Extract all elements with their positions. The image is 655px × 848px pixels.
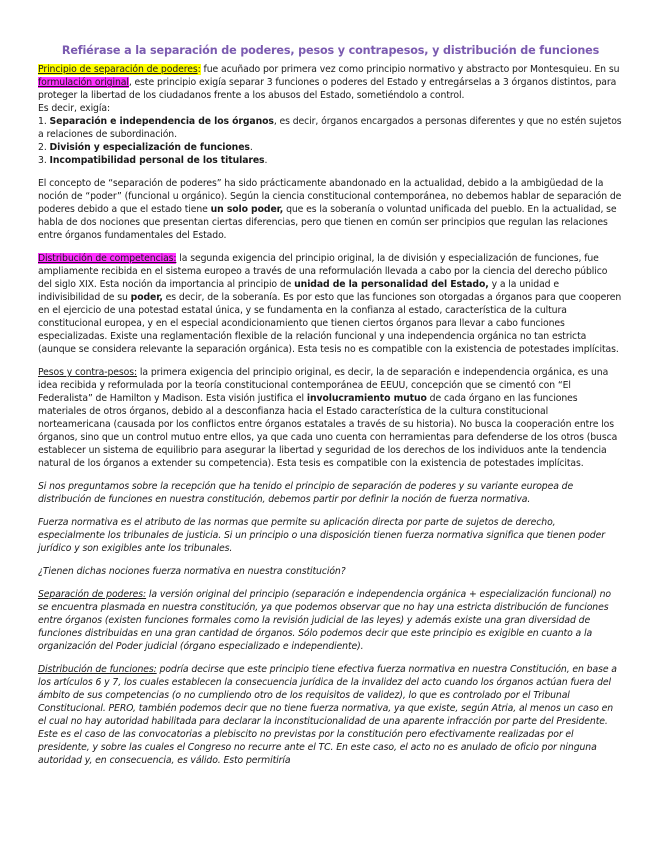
list-number: 2. [38,142,50,153]
highlight-formulacion-original: formulación original [38,77,129,88]
label-distribucion-competencias: Distribución de competencias: [38,253,177,264]
label-colon: : [197,64,201,75]
paragraph-separacion-poderes [38,63,623,102]
label-pesos-contrapesos: Pesos y contra-pesos: [38,367,138,378]
bold-unidad-personalidad: unidad de la personalidad del Estado, [294,279,489,290]
paragraph-pesos-contrapesos [38,366,623,470]
list-number: 3. [38,155,50,166]
list-item [38,154,623,167]
paragraph-es-decir: Es decir, exigía: [38,103,110,114]
paragraph-pregunta: ¿Tienen dichas nociones fuerza normativa en nuestra constitución? [38,566,346,577]
document-page [38,0,623,767]
text-segment: y a la unidad e indivisibilidad de su [38,279,559,303]
list-number: 1. [38,116,50,127]
text-segment: fue acuñado por primera vez como principio normativo y abstracto por Montesquieu. En su [200,64,620,75]
text-segment: que es la soberanía o voluntad unificada del pueblo. En la actualidad, se habla de dos nociones que presentan ciertas diferencias, pero que tienen en común ser principios que regulan las relaciones entre órganos fundamentales del Estado. [38,204,617,241]
list-bold: División y especialización de funciones [49,142,250,153]
bold-poder: poder, [130,292,163,303]
text-segment: El concepto de “separación de poderes” ha sido prácticamente abandonado en la actualidad, debido a la ambigüedad de la noción de “poder” (funcional u orgánico). Según la ciencia constitucional contemporánea, no debemos hablar de separación de poderes debido a que el estado tiene [38,178,622,215]
list-rest: . [264,155,268,166]
label-principio-separacion: Principio de separación de poderes [38,64,198,75]
bold-un-solo-poder: un solo poder, [210,204,284,215]
text-segment: es decir, de la soberanía. Es por esto que las funciones son otorgadas a órganos para que cooperen en el ejercicio de una potestad estatal única, y se fundamenta en la confianza al estado, característica de la cultura constitucional europea, y en el especial acondicionamiento que tienen ciertos órganos para llevar a cabo funciones especializadas. Existe una reglamentación flexible de la relación funcional y una independencia orgánica no tan estricta (aunque se considera relevante la separación orgánica). Esta tesis no es compatible con la existencia de potestades implícitas. [38,292,622,355]
list-item [38,141,623,154]
text-segment: , este principio exigía separar 3 funciones o poderes del Estado y entregárselas a 3 órganos distintos, para proteger la libertad de los ciudadanos frente a los abusos del Estado, sometiéndolo a control. [38,77,617,101]
paragraph-distribucion-competencias [38,252,623,356]
text-segment: la segunda exigencia del principio original, la de división y especialización de funciones, fue ampliamente recibida en el sistema europeo a través de una reformulación llevada a cabo por la ciencia del derecho público del siglo XIX. Esta noción da importancia al principio de [38,253,608,290]
text-segment: la versión original del principio (separación e independencia orgánica + especialización funcional) no se encuentra plasmada en nuestra constitución, ya que podemos observar que no hay una estricta distribución de funciones entre órganos (existen funciones formales como la revisión judicial de las leyes) y además existe una gran diversidad de funciones distribuidas en una gran cantidad de órganos. Sólo podemos decir que este principio es exigible en cuanto a la organización del Poder judicial (órgano especializado e independiente). [38,589,611,652]
paragraph-separacion-version [38,588,623,653]
list-rest: . [249,142,253,153]
paragraph-concepto [38,177,623,242]
paragraph-distribucion-funciones [38,663,623,767]
document-title: Refiérase a la separación de poderes, pesos y contrapesos, y distribución de funciones [61,44,600,57]
text-segment: podría decirse que este principio tiene efectiva fuerza normativa en nuestra Constitución, en base a los artículos 6 y 7, los cuales establecen la consecuencia jurídica de la invalidez del acto cuando los órganos actúan fuera del ámbito de sus competencias (o no cumpliendo otro de los requisitos de validez), lo que es controlado por el Tribunal Constitucional. PERO, también podemos decir que no tiene fuerza normativa, ya que existe, según Atria, al menos un caso en el cual no hay autoridad habilitada para declarar la inconstitucionalidad de una aparente infracción por parte del Presidente. Este es el caso de las convocatorias a plebiscito no previstas por la constitución pero efectivamente realizadas por el presidente, y sobre las cuales el Congreso no recurre ante el TC. En este caso, el acto no es anulado de oficio por ninguna autoridad y, en consecuencia, es válido. Esto permitiría [38,664,617,766]
text-segment: la primera exigencia del principio original, es decir, la de separación e independencia orgánica, es una idea recibida y reformulada por la teoría constitucional contemporánea de EEUU, concepción que se cimentó con “El Federalista” de Hamilton y Madison. Esta visión justifica el [38,367,609,404]
list-bold: Incompatibilidad personal de los titulares [49,155,265,166]
paragraph-recepcion: Si nos preguntamos sobre la recepción que ha tenido el principio de separación de poderes y su variante europea de distribución de funciones en nuestra constitución, debemos partir por definir la noción de fuerza normativa. [38,481,574,505]
label-separacion-poderes: Separación de poderes: [38,589,147,600]
paragraph-fuerza-normativa: Fuerza normativa es el atributo de las normas que permite su aplicación directa por parte de sujetos de derecho, especialmente los tribunales de justicia. Si un principio o una disposición tienen fuerza normativa significa que tienen poder jurídico y son exigibles ante los tribunales. [38,517,605,554]
list-rest: , es decir, órganos encargados a personas diferentes y que no estén sujetos a relaciones de subordinación. [38,116,622,140]
list-bold: Separación e independencia de los órganos [49,116,274,127]
text-segment: de cada órgano en las funciones materiales de otros órganos, debido al a desconfianza hacia el Estado característica de la cultura constitucional norteamericana (causada por los conflictos entre órganos estatales a través de su historia). No busca la cooperación entre los órganos, sino que un control mutuo entre ellos, ya que cada uno cuenta con herramientas para defenderse de los otros (busca establecer un sistema de equilibrio para asegurar la libertad y seguridad de los derechos de los individuos ante la tendencia natural de los órganos a extender su competencia). Esta tesis es compatible con la existencia de potestades implícitas. [38,393,618,469]
list-item [38,115,623,141]
label-distribucion-funciones: Distribución de funciones: [38,664,157,675]
bold-involucramiento: involucramiento mutuo [306,393,427,404]
